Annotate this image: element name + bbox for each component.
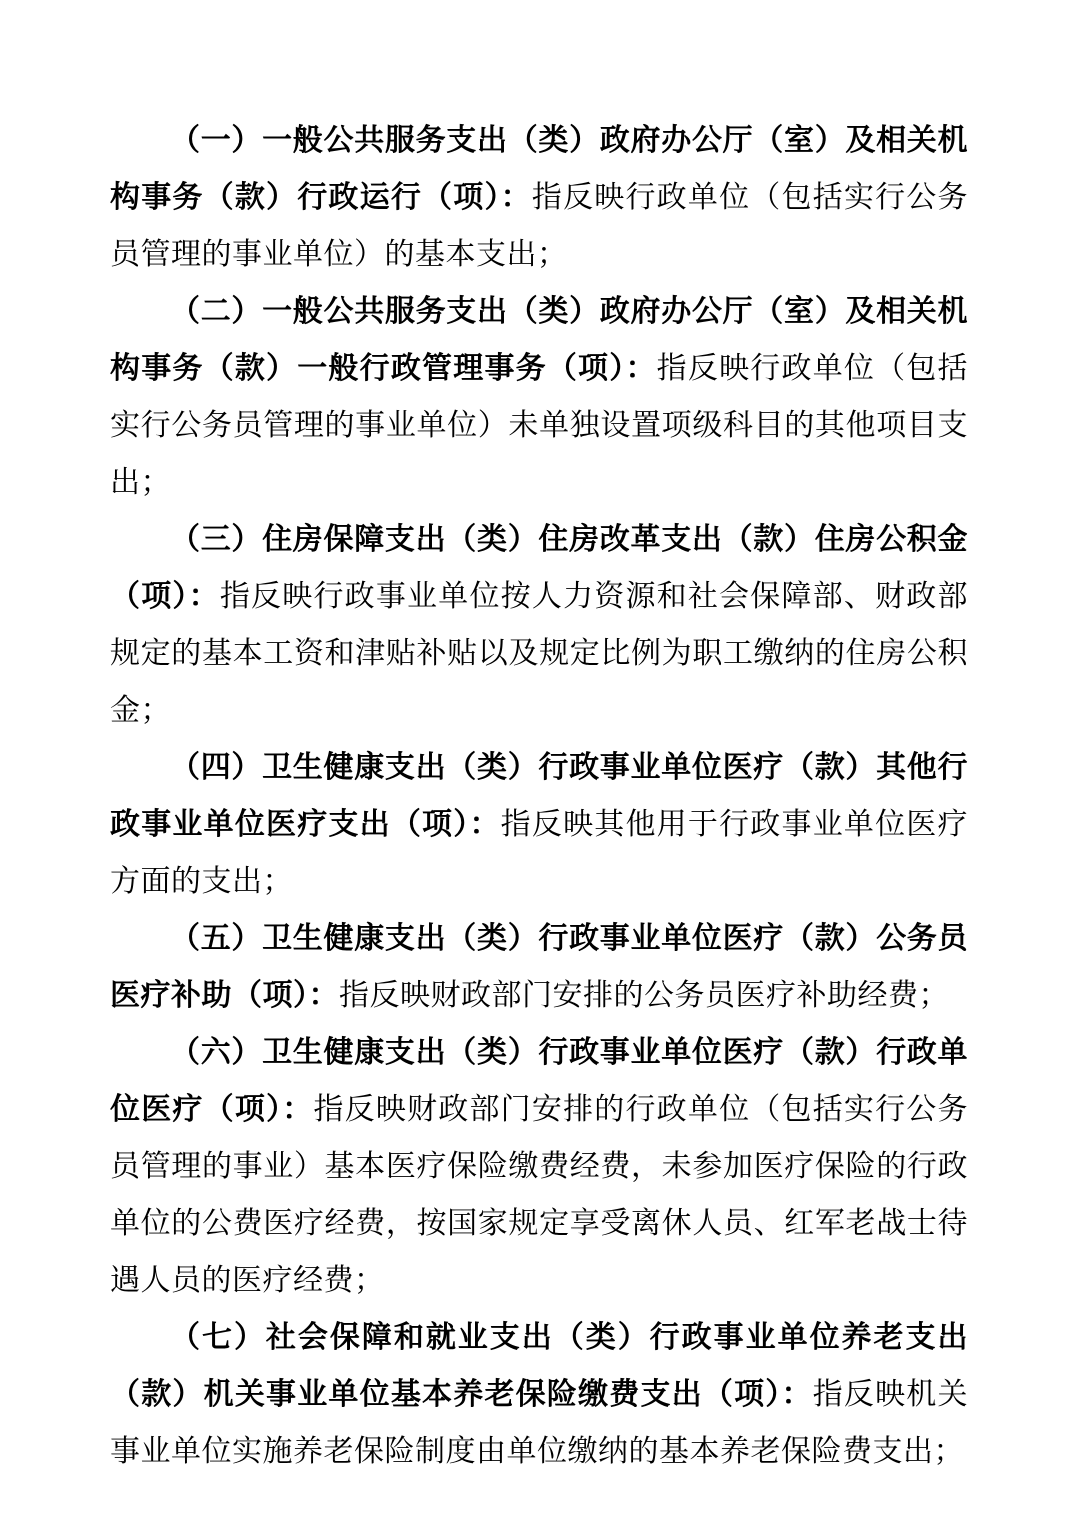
paragraph-7-body: 指反映机关事业单位实施养老保险制度由单位缴纳的基本养老保险费支出； bbox=[110, 1378, 969, 1468]
paragraph-3-body: 指反映行政事业单位按人力资源和社会保障部、财政部规定的基本工资和津贴补贴以及规定比例为职工缴纳的住房公积金； bbox=[110, 580, 969, 727]
paragraph-6-body: 指反映财政部门安排的行政单位（包括实行公务员管理的事业）基本医疗保险缴费经费，未参加医疗保险的行政单位的公费医疗经费，按国家规定享受离休人员、红军老战士待遇人员的医疗经费； bbox=[110, 1093, 969, 1297]
paragraph-5-heading: （五）卫生健康支出（类）行政事业单位医疗（款）公务员医疗补助（项）： bbox=[110, 922, 968, 1012]
paragraph-2-body: 指反映行政单位（包括实行公务员管理的事业单位）未单独设置项级科目的其他项目支出； bbox=[110, 352, 969, 499]
paragraph-3 bbox=[110, 511, 968, 739]
paragraph-7-heading: （七）社会保障和就业支出（类）行政事业单位养老支出（款）机关事业单位基本养老保险缴费支出（项）： bbox=[110, 1321, 968, 1411]
paragraph-4-heading: （四）卫生健康支出（类）行政事业单位医疗（款）其他行政事业单位医疗支出（项）： bbox=[110, 751, 968, 841]
paragraph-1-heading: （一）一般公共服务支出（类）政府办公厅（室）及相关机构事务（款）行政运行（项）： bbox=[110, 124, 968, 214]
paragraph-5 bbox=[110, 910, 968, 1024]
paragraph-4-body: 指反映其他用于行政事业单位医疗方面的支出； bbox=[110, 808, 969, 898]
paragraph-7 bbox=[110, 1309, 968, 1480]
paragraph-4 bbox=[110, 739, 968, 910]
paragraph-2-heading: （二）一般公共服务支出（类）政府办公厅（室）及相关机构事务（款）一般行政管理事务（项）： bbox=[110, 295, 968, 385]
paragraph-1 bbox=[110, 112, 968, 283]
paragraph-6-heading: （六）卫生健康支出（类）行政事业单位医疗（款）行政单位医疗（项）： bbox=[110, 1036, 968, 1126]
paragraph-5-body: 指反映财政部门安排的公务员医疗补助经费； bbox=[339, 979, 949, 1012]
paragraph-2 bbox=[110, 283, 968, 511]
paragraph-6 bbox=[110, 1024, 968, 1309]
paragraph-1-body: 指反映行政单位（包括实行公务员管理的事业单位）的基本支出； bbox=[110, 181, 969, 271]
paragraph-3-heading: （三）住房保障支出（类）住房改革支出（款）住房公积金（项）： bbox=[110, 523, 968, 613]
